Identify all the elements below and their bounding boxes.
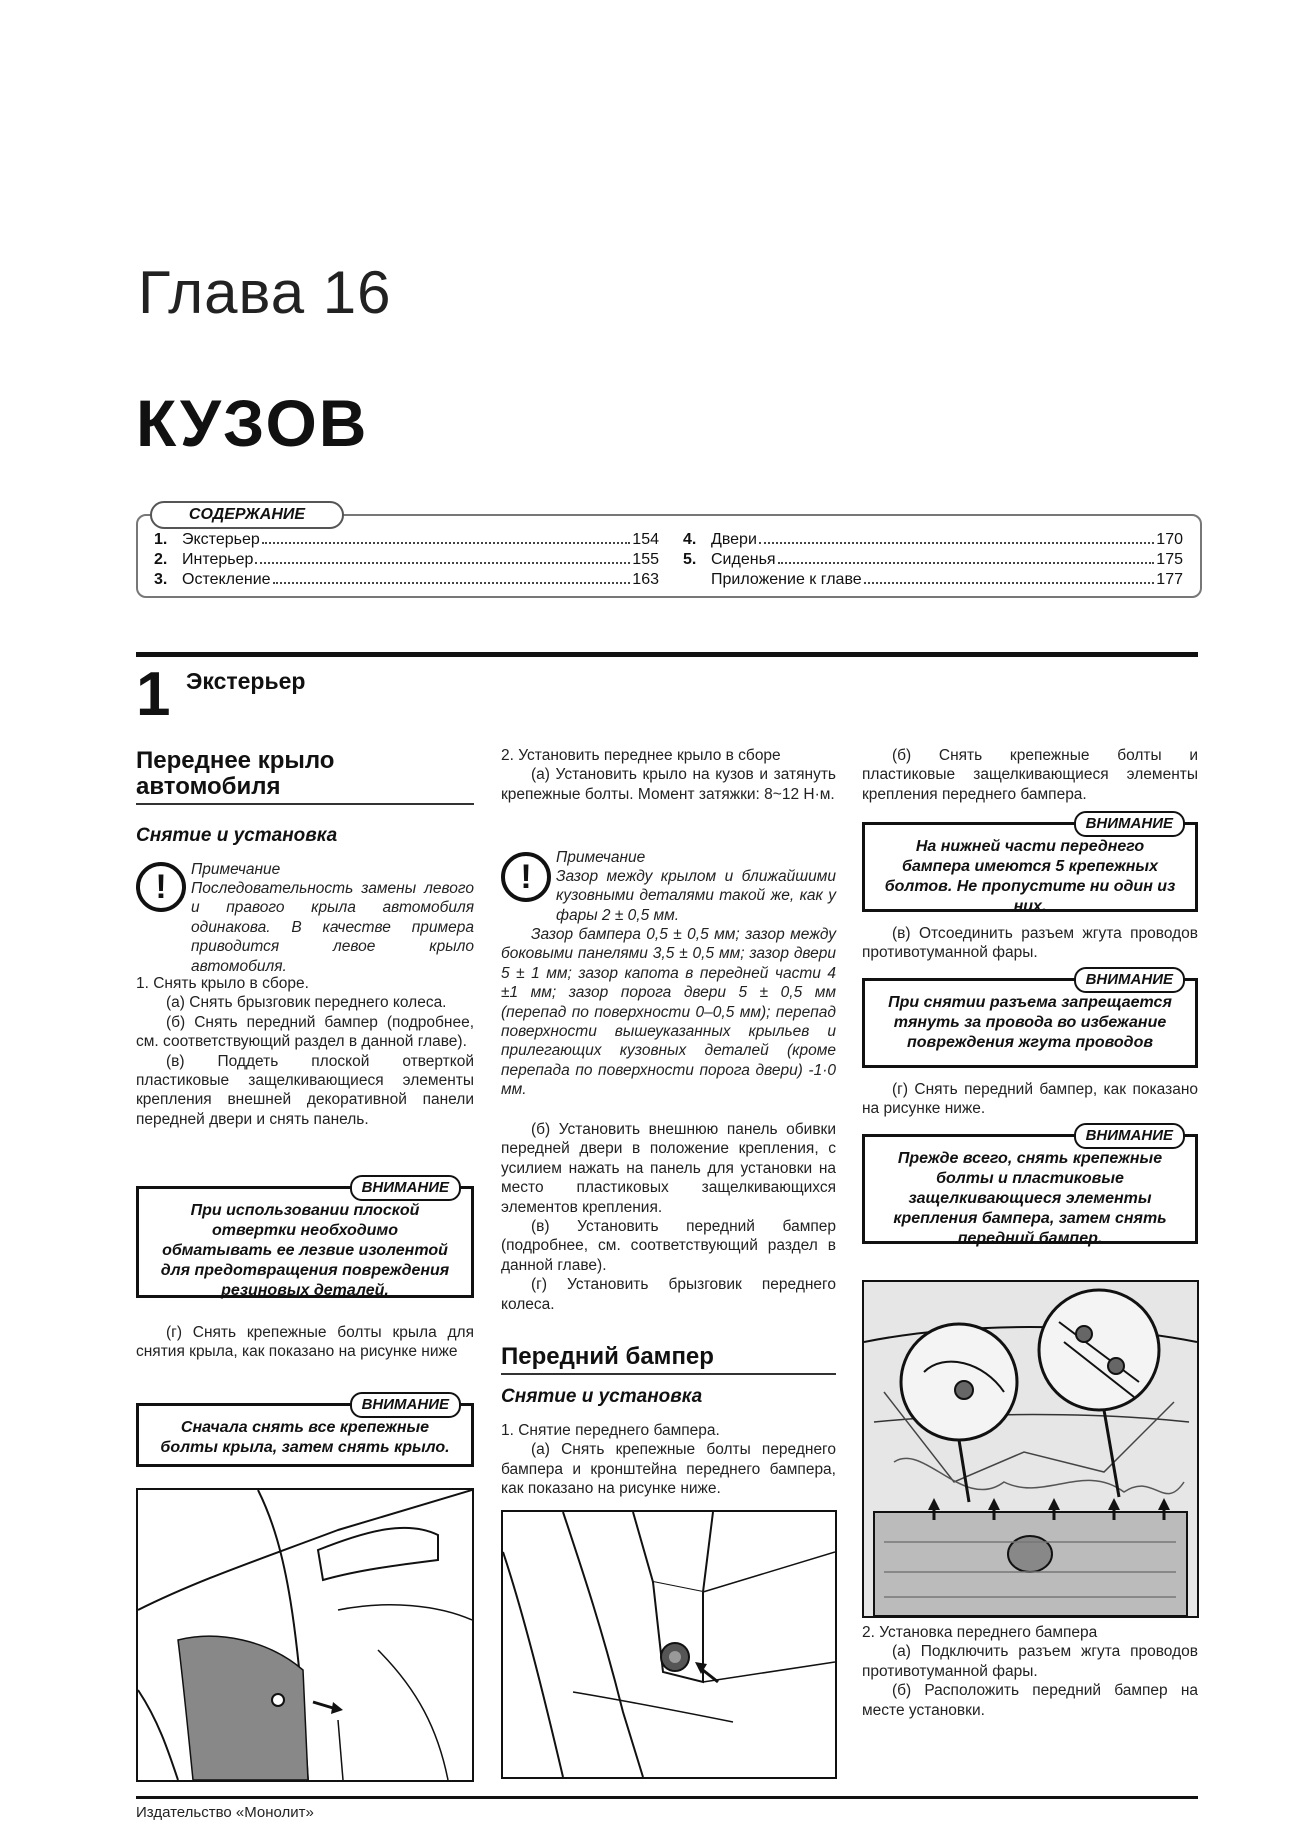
figure-fender-illustration — [136, 1488, 474, 1782]
subheading-removal: Снятие и установка — [136, 825, 338, 846]
warning-text: При снятии разъема запрещается тянуть за провода во избежание повреждения жгута проводов — [888, 994, 1172, 1051]
exclamation-icon: ! — [501, 852, 551, 902]
heading-rule — [136, 803, 474, 805]
exclamation-icon: ! — [136, 862, 186, 912]
column-1-step-g — [136, 1323, 474, 1362]
warning-tag: ВНИМАНИЕ — [1074, 811, 1185, 837]
note-text: Последовательность замены левого и правого крыла автомобиля одинакова. В качестве примера приводится левое крыло автомобиля. — [191, 880, 474, 975]
column-3-step-g — [862, 1080, 1198, 1119]
step-2v: (в) Установить передний бампер (подробнее, см. соответствующий раздел в данной главе). — [501, 1218, 836, 1274]
step-2: 2. Установка переднего бампера — [862, 1624, 1098, 1641]
fender-drawing — [138, 1490, 472, 1780]
step-2a: (а) Подключить разъем жгута проводов противотуманной фары. — [862, 1643, 1198, 1680]
warning-box — [862, 971, 1198, 1068]
step-1: 1. Снятие переднего бампера. — [501, 1422, 720, 1439]
warning-box — [136, 1179, 474, 1299]
column-2-steps — [501, 1120, 836, 1314]
toc-item[interactable]: Приложение к главе 177 — [711, 571, 1183, 588]
warning-tag: ВНИМАНИЕ — [350, 1392, 461, 1418]
chapter-title: КУЗОВ — [136, 386, 369, 460]
warning-text: На нижней части переднего бампера имеются 5 крепежных болтов. Не пропустите ни один из них. — [884, 838, 1176, 915]
publisher-footer: Издательство «Монолит» — [136, 1804, 314, 1821]
bumper-bolt-drawing — [503, 1512, 835, 1777]
note-block: Примечание — [191, 861, 281, 878]
note-text: Зазор между крылом и ближайшими кузовными деталями такой же, как у фары 2 ± 0,5 мм. — [556, 868, 836, 924]
footer-rule — [136, 1796, 1198, 1799]
warning-box — [136, 1396, 474, 1467]
column-1 — [136, 748, 474, 800]
step-2b: (б) Установить внешнюю панель обивки передней двери в положение крепления, с усилием нажать на панель для установки на место пластиковых защелкивающихся элементов крепления. — [501, 1121, 836, 1216]
toc-label: СОДЕРЖАНИЕ — [150, 501, 344, 529]
step-1a: (а) Снять крепежные болты переднего бампера и кронштейна переднего бампера, как показано на рисунке ниже. — [501, 1441, 836, 1498]
warning-tag: ВНИМАНИЕ — [1074, 967, 1185, 993]
toc-item[interactable]: 1. Экстерьер 154 — [154, 531, 659, 548]
note-block: Примечание — [556, 849, 646, 866]
heading-front-fender: Переднее крыло автомобиля — [136, 747, 335, 800]
warning-text: При использовании плоской отвертки необходимо обматывать ее лезвие изолентой для предотвращения повреждения резиновых деталей. — [160, 1202, 450, 1299]
column-2 — [501, 746, 836, 804]
figure-bumper-front-view — [862, 1280, 1199, 1618]
section-title: Экстерьер — [186, 668, 306, 694]
note-text: Зазор бампера 0,5 ± 0,5 мм; зазор между боковыми панелями 3,5 ± 0,5 мм; зазор двери 5 ± 1 мм; зазор капота в передней части 4 ±1 мм; зазор порога двери 5 ± 0,5 мм (перепад по поверхности 0–0,5 мм); перепад поверхности вышеуказанных крыльев и прилегающих кузовных деталей (кроме перепада по поверхности порога двери) -1·0 мм. — [501, 926, 836, 1099]
warning-box — [862, 815, 1198, 915]
section-rule — [136, 652, 1198, 657]
warning-tag: ВНИМАНИЕ — [350, 1175, 461, 1201]
chapter-label: Глава 16 — [138, 259, 392, 326]
column-2-bumper-steps — [501, 1421, 836, 1499]
step-2a: (а) Установить крыло на кузов и затянуть крепежные болты. Момент затяжки: 8~12 Н·м. — [501, 766, 836, 803]
figure-bumper-bolt — [501, 1510, 837, 1779]
toc-item[interactable]: 4. Двери 170 — [683, 531, 1183, 548]
toc-item[interactable]: 5. Сиденья 175 — [683, 551, 1183, 568]
step-1b: (б) Снять передний бампер (подробнее, см. соответствующий раздел в данной главе). — [136, 1013, 474, 1051]
step-1: 1. Снять крыло в сборе. — [136, 975, 309, 992]
step-1a: (а) Снять брызговик переднего колеса. — [166, 994, 447, 1012]
warning-box — [862, 1127, 1198, 1247]
toc-item[interactable]: 3. Остекление 163 — [154, 571, 659, 588]
subheading-removal: Снятие и установка — [501, 1386, 703, 1407]
step-2g: (г) Установить брызговик переднего колеса. — [501, 1276, 836, 1313]
heading-rule — [501, 1373, 836, 1375]
warning-tag: ВНИМАНИЕ — [1074, 1123, 1185, 1149]
warning-text: Сначала снять все крепежные болты крыла, затем снять крыло. — [160, 1419, 450, 1456]
step-2b: (б) Расположить передний бампер на месте установки. — [862, 1682, 1198, 1719]
warning-text: Прежде всего, снять крепежные болты и пластиковые защелкивающиеся элементы крепления бампера, затем снять передний бампер. — [893, 1150, 1167, 1247]
column-3-step-v — [862, 924, 1198, 963]
section-number: 1 — [136, 660, 171, 729]
column-3 — [862, 746, 1198, 804]
step-2: 2. Установить переднее крыло в сборе — [501, 747, 781, 764]
heading-front-bumper: Передний бампер — [501, 1343, 714, 1370]
step-1v: (в) Отсоединить разъем жгута проводов противотуманной фары. — [862, 925, 1198, 962]
column-1-steps — [136, 974, 474, 1129]
step-1v: (в) Поддеть плоской отверткой пластиковые защелкивающиеся элементы крепления внешней декоративной панели передней двери и снять панель. — [136, 1052, 474, 1128]
toc-item[interactable]: 2. Интерьер 155 — [154, 551, 659, 568]
column-3-install-steps — [862, 1623, 1198, 1720]
step-1g: (г) Снять крепежные болты крыла для снятия крыла, как показано на рисунке ниже — [136, 1324, 474, 1361]
step-1b: (б) Снять крепежные болты и пластиковые защелкивающиеся элементы крепления переднего бампера. — [862, 747, 1198, 803]
step-1g: (г) Снять передний бампер, как показано на рисунке ниже. — [862, 1081, 1198, 1118]
bumper-front-drawing — [864, 1282, 1197, 1616]
